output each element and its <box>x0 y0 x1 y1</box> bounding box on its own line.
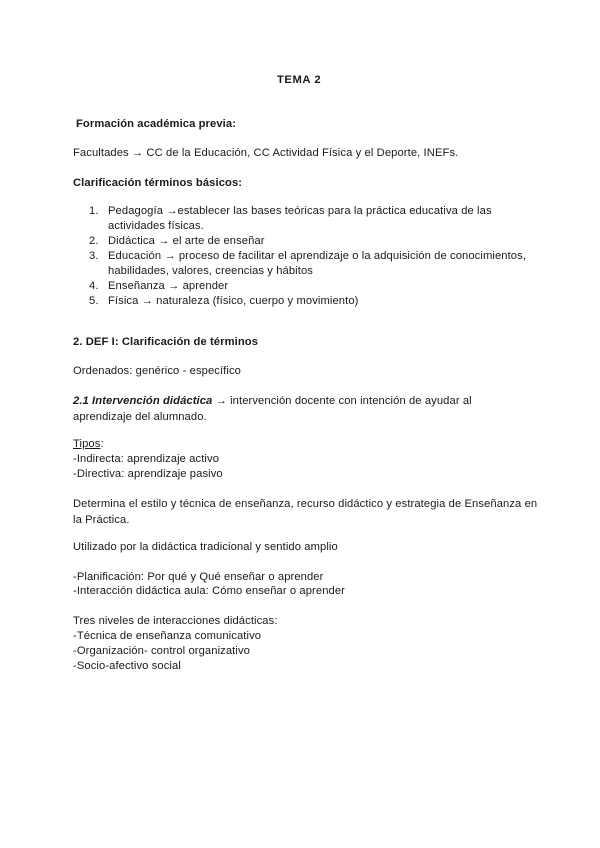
niveles-heading: Tres niveles de interacciones didácticas: <box>73 615 278 627</box>
interaccion-line: -Interacción didáctica aula: Cómo enseñar o aprender <box>73 585 345 597</box>
list-item: 1. Pedagogía →establecer las bases teóricas para la práctica educativa de las actividades físicas. <box>89 205 492 232</box>
ordenados-text: Ordenados: genérico - específico <box>73 365 241 377</box>
tipo-indirecta: -Indirecta: aprendizaje activo <box>73 453 220 465</box>
list-item: 4. Enseñanza → aprender <box>89 280 229 292</box>
clarificacion-heading: Clarificación términos básicos: <box>73 177 243 189</box>
page-title: TEMA 2 <box>277 74 322 86</box>
intervencion-paragraph <box>73 393 533 425</box>
determina-paragraph: Determina el estilo y técnica de enseñanza, recurso didáctico y estrategia de Enseñanza en la Práctica. <box>73 498 538 526</box>
planificacion-line: -Planificación: Por qué y Qué enseñar o aprender <box>73 571 324 583</box>
formacion-text: Facultades → CC de la Educación, CC Actividad Física y el Deporte, INEFs. <box>73 147 459 159</box>
intervencion-text: → intervención docente con intención de ayudar al aprendizaje del alumnado. <box>73 395 472 423</box>
terms-list <box>73 204 533 309</box>
list-item: 2. Didáctica → el arte de enseñar <box>89 235 265 247</box>
nivel-organizacion: -Organización- control organizativo <box>73 645 250 657</box>
formacion-heading: Formación académica previa: <box>76 118 237 130</box>
list-item: 5. Física → naturaleza (físico, cuerpo y movimiento) <box>89 295 359 307</box>
utilizado-text: Utilizado por la didáctica tradicional y sentido amplio <box>73 541 338 553</box>
intervencion-title: 2.1 Intervención didáctica <box>73 395 213 407</box>
tipo-directiva: -Directiva: aprendizaje pasivo <box>73 468 223 480</box>
nivel-socio-afectivo: -Socio-afectivo social <box>73 660 181 672</box>
tipos-label: Tipos: <box>73 438 104 450</box>
def-heading: 2. DEF I: Clarificación de términos <box>73 336 259 348</box>
nivel-tecnica: -Técnica de enseñanza comunicativo <box>73 630 262 642</box>
list-item: 3. Educación → proceso de facilitar el aprendizaje o la adquisición de conocimientos, habilidades, valores, creencias y hábitos <box>89 250 527 277</box>
